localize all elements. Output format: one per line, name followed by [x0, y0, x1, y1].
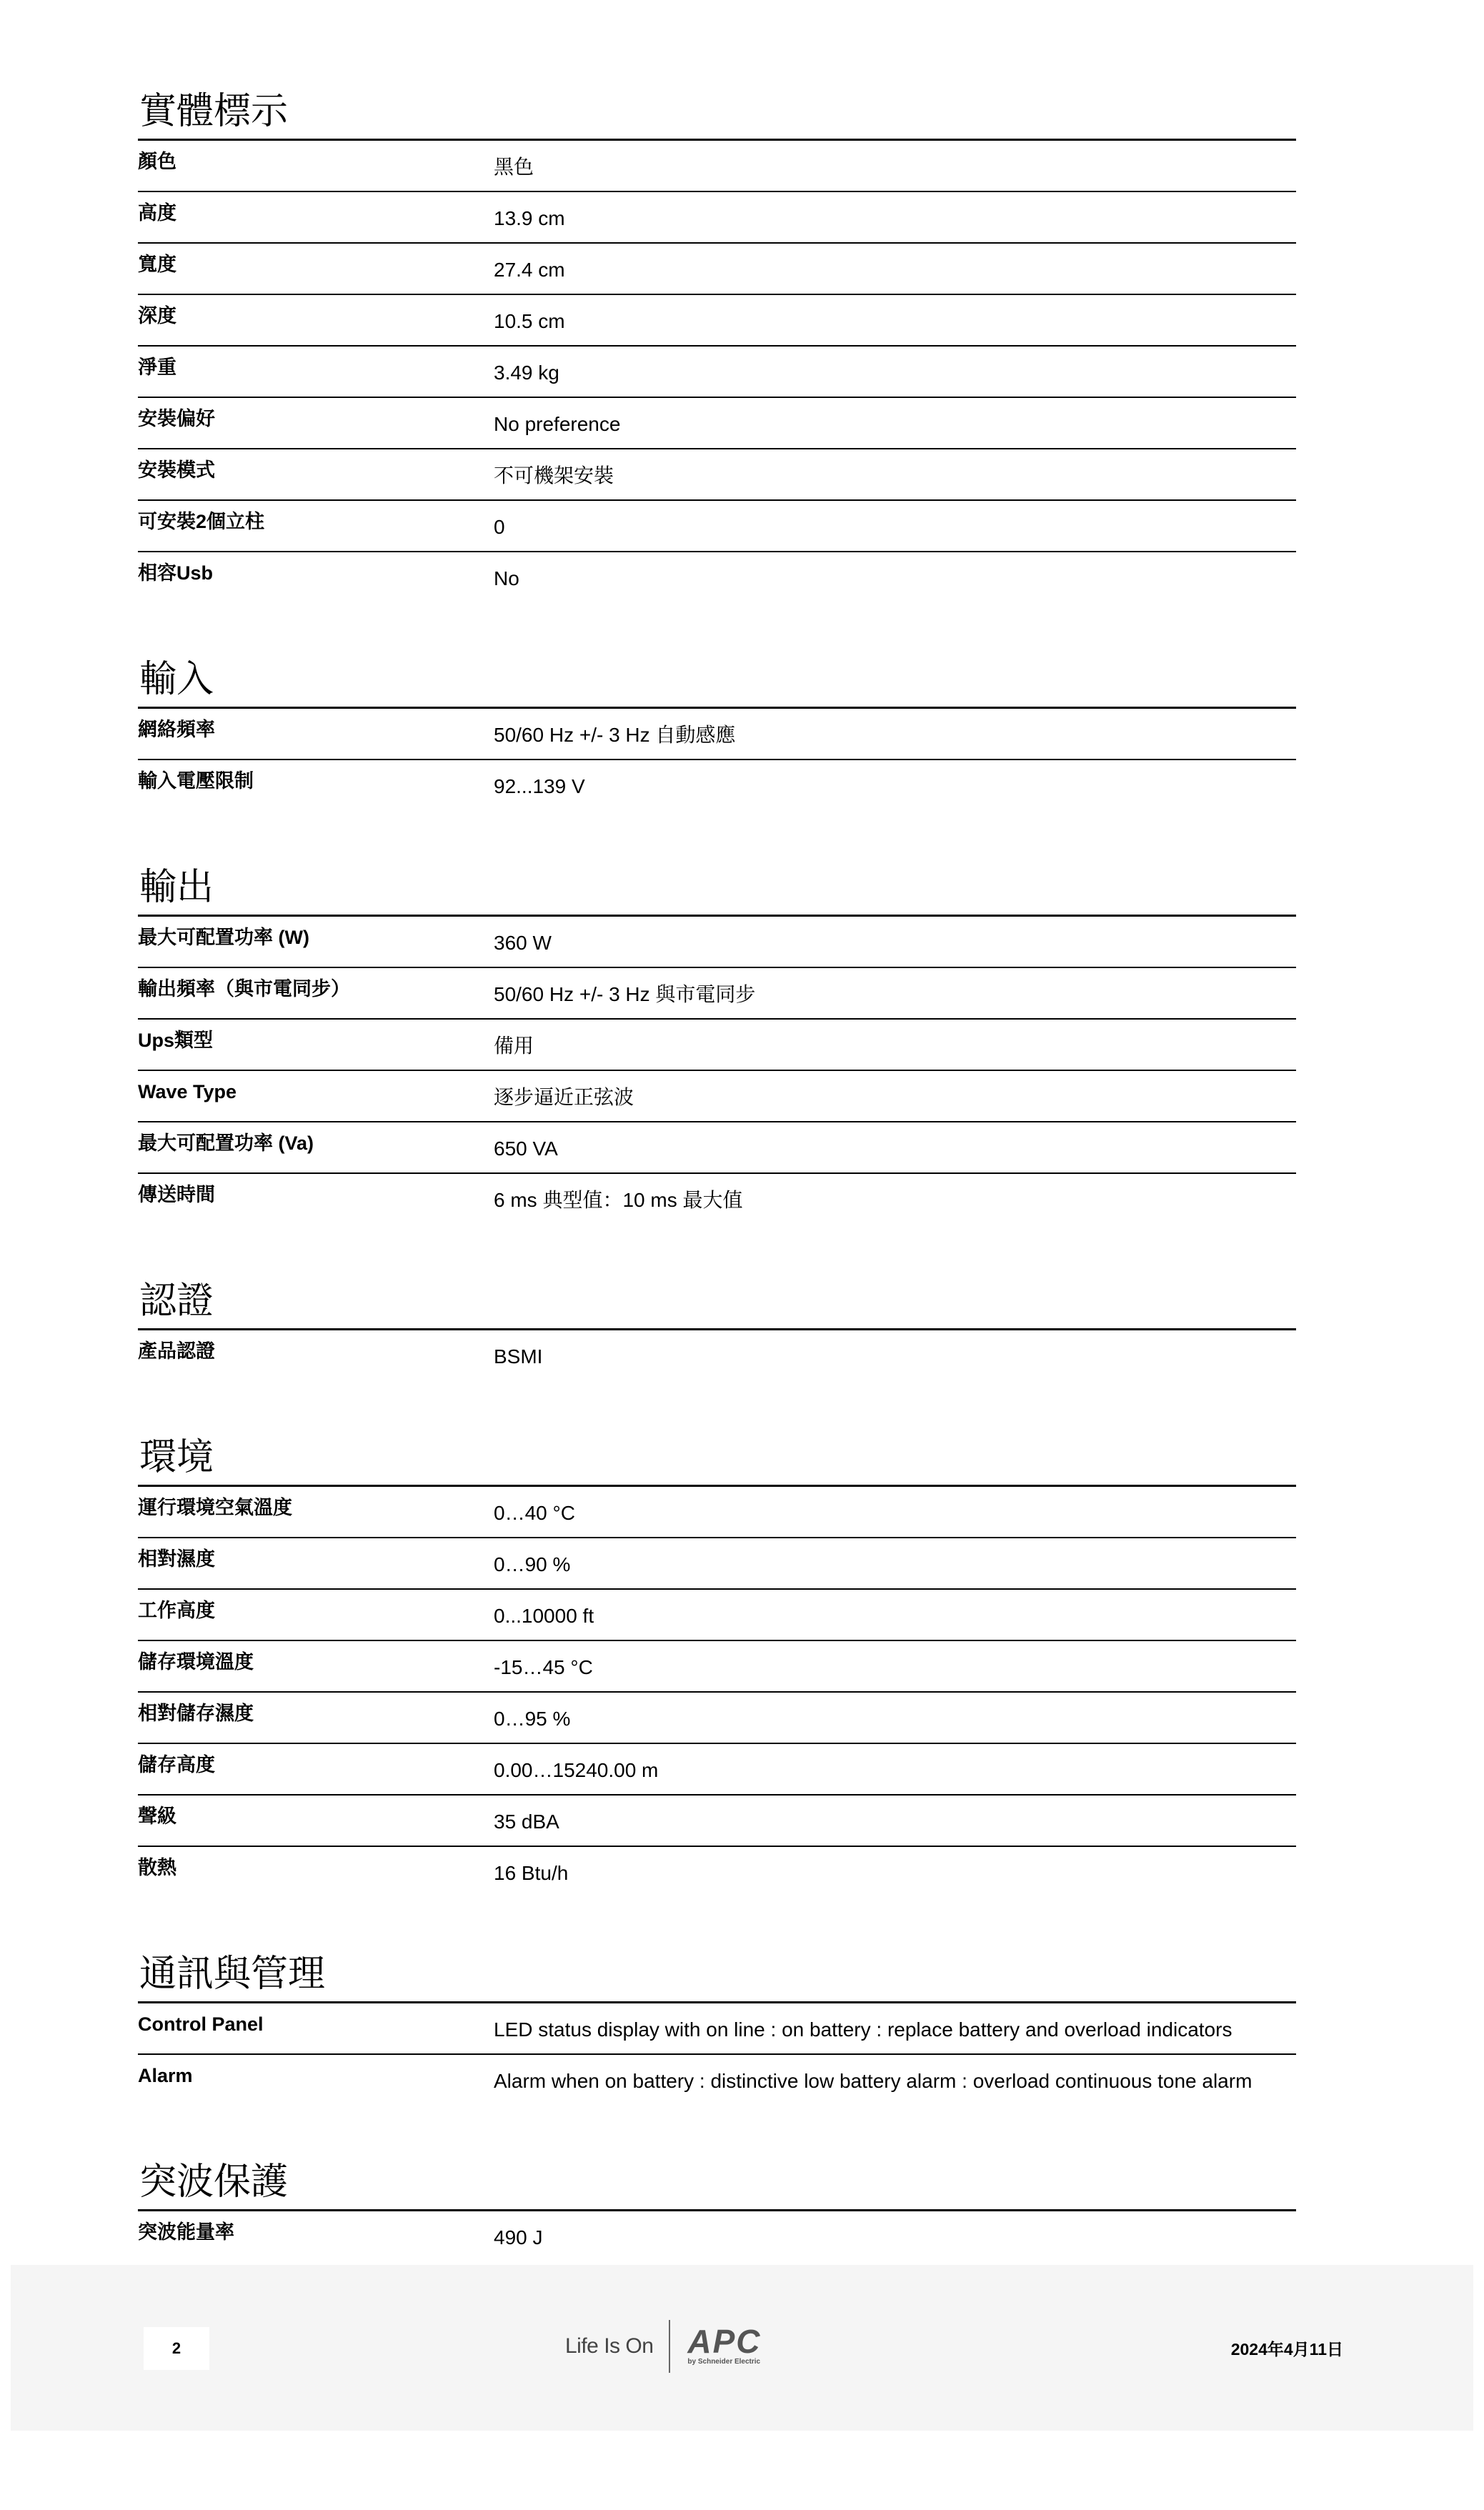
section-title: 突波保護 [138, 2155, 1296, 2211]
spec-label: 輸出頻率（與市電同步） [138, 978, 350, 1000]
section-title: 通訊與管理 [138, 1947, 1296, 2003]
brand-logo-group [565, 2318, 762, 2375]
spec-label: 相對儲存濕度 [138, 1703, 254, 1724]
section-title: 環境 [138, 1430, 1296, 1487]
spec-value: BSMI [494, 1345, 543, 1368]
spec-label: 高度 [138, 202, 176, 224]
spec-row [138, 917, 1296, 968]
spec-value: 16 Btu/h [494, 1862, 569, 1884]
spec-row [138, 968, 1296, 1020]
spec-row [138, 1693, 1296, 1744]
spec-row [138, 501, 1296, 552]
spec-value: 備用 [494, 1035, 534, 1057]
spec-label: 最大可配置功率 (W) [138, 927, 309, 948]
spec-sheet [138, 84, 1296, 2311]
spec-value: 0 [494, 516, 505, 538]
section-physical [138, 84, 1296, 604]
section-certification [138, 1274, 1296, 1382]
spec-row [138, 1020, 1296, 1071]
spec-value: LED status display with on line : on battery : replace battery and overload indicators [494, 2018, 1232, 2041]
spec-row [138, 347, 1296, 398]
spec-value: 10.5 cm [494, 310, 565, 332]
spec-row [138, 552, 1296, 604]
spec-row [138, 1071, 1296, 1122]
spec-value: 35 dBA [494, 1811, 559, 1833]
spec-label: 聲級 [138, 1806, 176, 1827]
spec-label: Wave Type [138, 1081, 237, 1102]
section-surge-protection [138, 2155, 1296, 2263]
spec-label: 網絡頻率 [138, 719, 215, 740]
spec-value: 黑色 [494, 156, 534, 178]
spec-value: 50/60 Hz +/- 3 Hz 與市電同步 [494, 983, 756, 1005]
spec-label: 顏色 [138, 151, 176, 172]
lifeison-tagline: Life Is On [565, 2334, 654, 2358]
spec-row [138, 398, 1296, 449]
spec-label: 工作高度 [138, 1600, 215, 1621]
spec-label: 相對濕度 [138, 1548, 215, 1570]
apc-subline: by Schneider Electric [687, 2358, 761, 2366]
spec-value: 0…95 % [494, 1708, 571, 1730]
spec-label: Control Panel [138, 2013, 264, 2035]
spec-row [138, 244, 1296, 295]
apc-wordmark: APC [687, 2323, 762, 2360]
spec-value: 360 W [494, 932, 552, 954]
spec-label: Ups類型 [138, 1030, 214, 1051]
spec-row [138, 1487, 1296, 1538]
spec-value: -15…45 °C [494, 1656, 593, 1678]
spec-row [138, 2211, 1296, 2263]
spec-label: 傳送時間 [138, 1184, 215, 1205]
spec-value: No [494, 567, 519, 589]
spec-label: 輸入電壓限制 [138, 770, 254, 792]
spec-row [138, 1122, 1296, 1174]
spec-value: 13.9 cm [494, 207, 565, 229]
spec-row [138, 760, 1296, 812]
spec-value: 27.4 cm [494, 259, 565, 281]
spec-label: 淨重 [138, 357, 176, 378]
spec-row [138, 1744, 1296, 1796]
spec-value: 3.49 kg [494, 362, 559, 384]
section-output [138, 860, 1296, 1225]
section-title: 輸入 [138, 652, 1296, 709]
spec-row [138, 192, 1296, 244]
spec-value: 50/60 Hz +/- 3 Hz 自動感應 [494, 724, 736, 746]
spec-row [138, 141, 1296, 192]
spec-label: 散熱 [138, 1857, 176, 1878]
spec-row [138, 2003, 1296, 2055]
spec-label: 可安裝2個立柱 [138, 511, 265, 532]
spec-value: 0…90 % [494, 1553, 571, 1575]
spec-row [138, 2055, 1296, 2106]
spec-label: 產品認證 [138, 1340, 215, 1362]
spec-label: 寬度 [138, 254, 176, 275]
spec-value: 不可機架安裝 [494, 464, 614, 487]
spec-label: 最大可配置功率 (Va) [138, 1132, 314, 1154]
spec-value: Alarm when on battery : distinctive low battery alarm : overload continuous tone alarm [494, 2070, 1253, 2092]
spec-label: 安裝模式 [138, 459, 215, 481]
spec-label: 儲存環境溫度 [138, 1651, 254, 1673]
footer-date: 2024年4月11日 [1230, 2340, 1343, 2359]
apc-logo [687, 2323, 762, 2367]
spec-value: 0...10000 ft [494, 1605, 594, 1627]
spec-value: 92...139 V [494, 775, 585, 797]
section-title: 輸出 [138, 860, 1296, 917]
spec-row [138, 1796, 1296, 1847]
spec-row [138, 709, 1296, 760]
section-input [138, 652, 1296, 812]
section-communication [138, 1947, 1296, 2106]
spec-row [138, 1641, 1296, 1693]
spec-label: 安裝偏好 [138, 408, 215, 429]
spec-row [138, 1330, 1296, 1382]
page-number: 2 [144, 2327, 209, 2370]
spec-value: 0.00…15240.00 m [494, 1759, 659, 1781]
logo-divider [669, 2320, 670, 2373]
spec-label: 儲存高度 [138, 1754, 215, 1776]
spec-value: 6 ms 典型值：10 ms 最大值 [494, 1189, 743, 1211]
spec-row [138, 449, 1296, 501]
section-environment [138, 1430, 1296, 1898]
section-title: 實體標示 [138, 84, 1296, 141]
spec-row [138, 1847, 1296, 1898]
spec-label: 深度 [138, 305, 176, 327]
spec-value: No preference [494, 413, 621, 435]
spec-value: 490 J [494, 2226, 543, 2248]
spec-label: 運行環境空氣溫度 [138, 1497, 292, 1518]
section-title: 認證 [138, 1274, 1296, 1330]
spec-row [138, 1590, 1296, 1641]
spec-value: 650 VA [494, 1137, 558, 1160]
spec-label: 相容Usb [138, 562, 214, 584]
spec-row [138, 1538, 1296, 1590]
spec-label: Alarm [138, 2065, 193, 2086]
spec-row [138, 1174, 1296, 1225]
spec-value: 逐步逼近正弦波 [494, 1086, 634, 1108]
page-footer [11, 2265, 1473, 2431]
spec-row [138, 295, 1296, 347]
spec-label: 突波能量率 [138, 2221, 234, 2243]
spec-value: 0…40 °C [494, 1502, 575, 1524]
